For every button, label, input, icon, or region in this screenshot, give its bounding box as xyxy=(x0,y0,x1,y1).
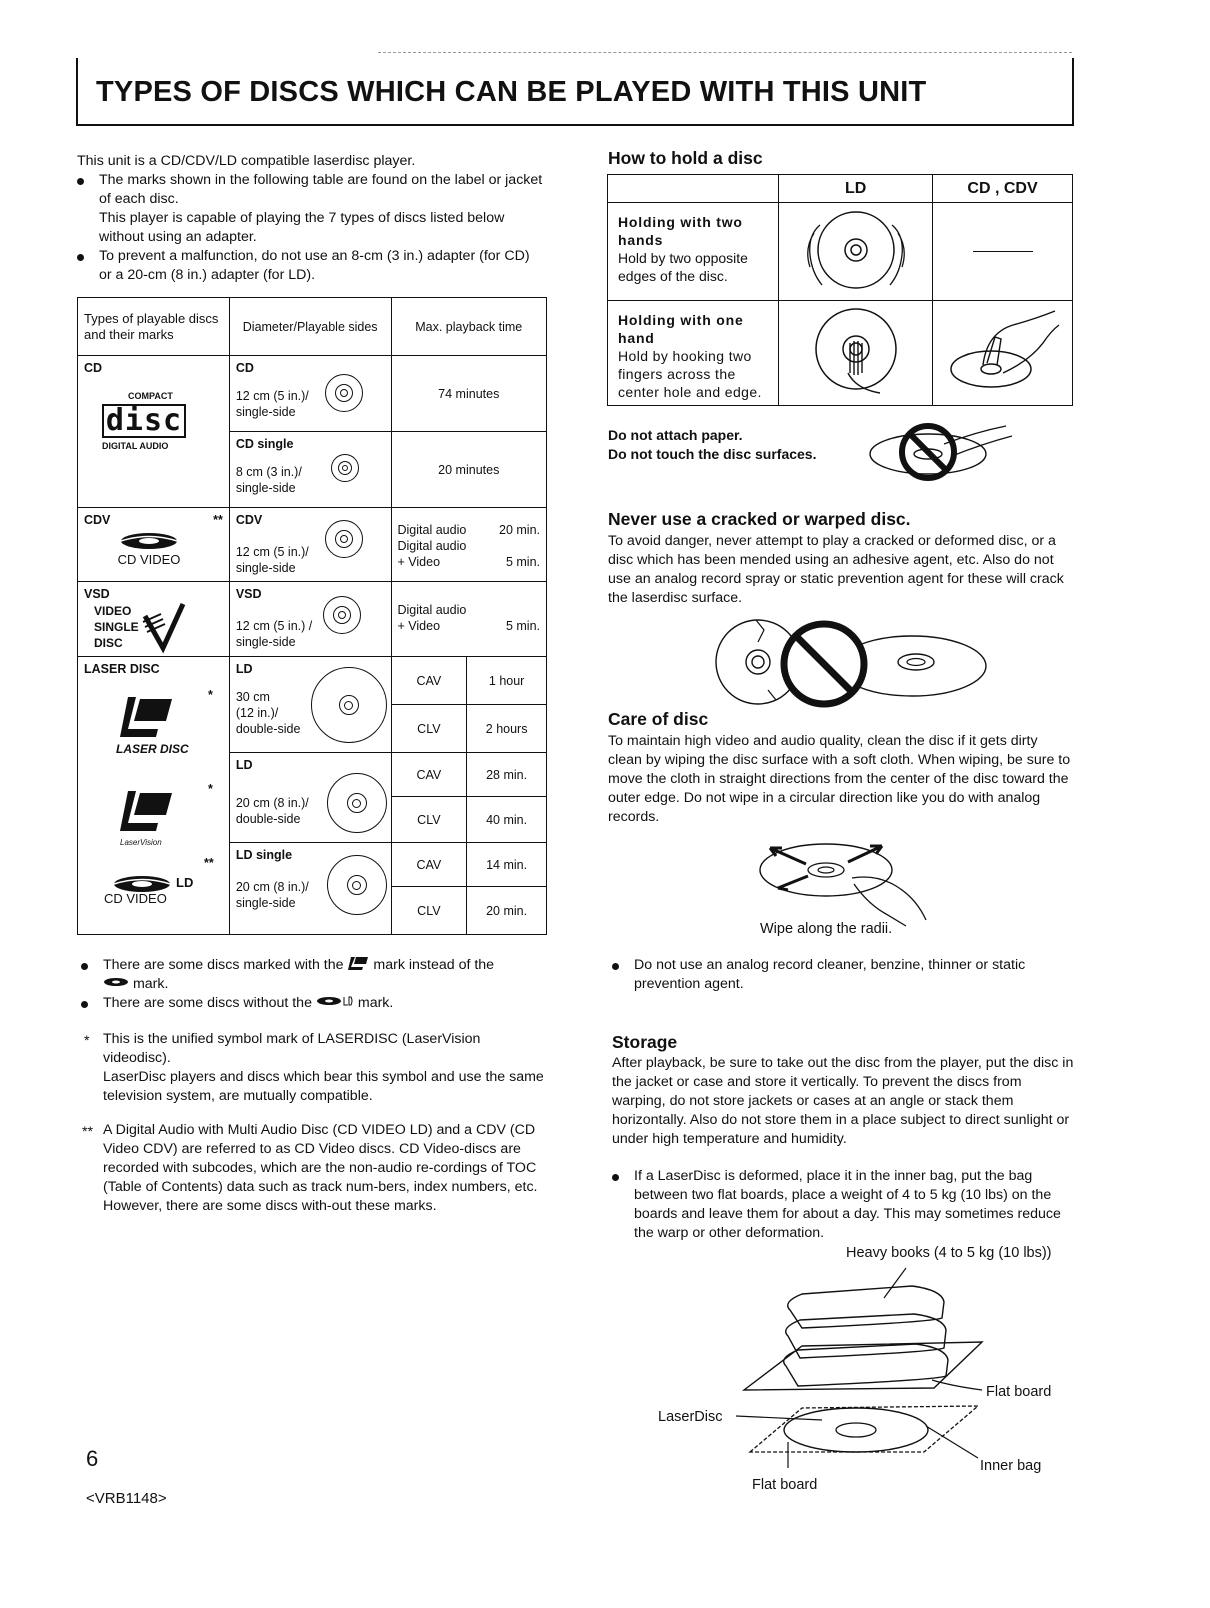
bullet-dot xyxy=(81,1001,88,1008)
disc-20cm-icon xyxy=(327,855,387,915)
vsd-logo-video: VIDEO xyxy=(94,604,132,618)
storage-bullet xyxy=(634,1167,1074,1243)
ldsingle-sides: single-side xyxy=(235,896,296,910)
hold-two-hands-cell xyxy=(608,203,779,301)
ld-logo3-stars: ** xyxy=(204,856,214,870)
page-title: TYPES OF DISCS WHICH CAN BE PLAYED WITH THIS UNIT xyxy=(96,76,927,108)
hold-two-hands-text: Hold by two opposite edges of the disc. xyxy=(618,250,748,284)
bullet-dot xyxy=(77,254,84,261)
ldsingle-clv-time: 20 min. xyxy=(467,887,547,935)
disc-12cm-icon xyxy=(323,596,361,634)
cracked-text: To avoid danger, never attempt to play a cracked or deformed disc, or a disc which has been mended using an adhesive agent, etc. Also do not use an analog record spray or static prevention agent for these will crack the laserdisc surface. xyxy=(608,533,1064,606)
hold-header-empty xyxy=(608,175,779,203)
cd-sides: single-side xyxy=(235,405,296,419)
logo-compact-text: COMPACT xyxy=(128,391,173,401)
cd-video-ld-mark-icon xyxy=(316,996,354,1008)
hold-col-cd: CD , CDV xyxy=(933,175,1073,203)
ld30-cav-mode: CAV xyxy=(391,657,467,705)
cd-time: 74 minutes xyxy=(391,356,547,432)
no-touch-prohibition-icon xyxy=(866,414,1016,482)
disc-30cm-icon xyxy=(311,667,387,743)
cdv-time-l1: Digital audio xyxy=(397,523,467,537)
table-row-cd xyxy=(78,356,547,432)
cd-size: 12 cm (5 in.)/ xyxy=(235,389,309,403)
disc-hub xyxy=(335,384,353,402)
disc-20cm-icon xyxy=(327,773,387,833)
cdv-sides: single-side xyxy=(235,561,296,575)
intro-bullet-2-text: To prevent a malfunction, do not use an 8-cm (3 in.) adapter (for CD) or a 20-cm (8 in.) adapter (for LD). xyxy=(99,248,530,283)
table-row-vsd xyxy=(78,582,547,657)
vsd-name: VSD xyxy=(235,587,262,601)
star-note xyxy=(103,1030,549,1106)
cd-single-size-cell xyxy=(229,432,391,508)
ld20-size: 20 cm (8 in.)/ xyxy=(235,796,309,810)
ld30-size-l1: 30 cm xyxy=(235,690,270,704)
laserdisc-logo-icon xyxy=(118,695,176,739)
star-note-2: LaserDisc players and discs which bear this symbol and use the same television system, are mutually compatible. xyxy=(103,1069,544,1104)
hold-warning xyxy=(608,426,816,464)
cdv-stars: ** xyxy=(213,513,223,527)
disc-hole xyxy=(340,389,348,397)
disc-12cm-icon xyxy=(325,520,363,558)
one-hand-disc-illustration xyxy=(796,303,916,399)
one-hand-cd-illustration xyxy=(943,303,1063,399)
disc-hole xyxy=(342,465,348,471)
table-row-ld30-cav xyxy=(78,657,547,705)
note1-text-b: mark instead of the xyxy=(373,957,495,973)
hold-row-one-hand xyxy=(608,301,1073,406)
disc-hole xyxy=(352,799,361,808)
vsd-logo-disc: DISC xyxy=(94,636,123,650)
disc-hole xyxy=(340,535,348,543)
disc-hole xyxy=(352,881,361,890)
document-code: <VRB1148> xyxy=(86,1490,167,1507)
label-heavy-books: Heavy books (4 to 5 kg (10 lbs)) xyxy=(846,1245,1052,1261)
star-note-1: This is the unified symbol mark of LASERDISC (LaserVision videodisc). xyxy=(103,1031,481,1066)
ld30-size-l2: (12 in.)/ xyxy=(235,706,279,720)
ld-type-label: LASER DISC xyxy=(84,662,160,676)
warning-no-paper: Do not attach paper. xyxy=(608,427,743,443)
cracked-heading: Never use a cracked or warped disc. xyxy=(608,509,911,529)
cd-video-ld-suffix: LD xyxy=(176,875,194,890)
ldsingle-cav-time: 14 min. xyxy=(467,843,547,887)
cdv-size: 12 cm (5 in.)/ xyxy=(235,545,309,559)
cdv-time-l3-val: 5 min. xyxy=(505,555,540,569)
ld20-cav-time: 28 min. xyxy=(467,753,547,797)
storage-bullet-text: If a LaserDisc is deformed, place it in the inner bag, put the bag between two flat boards, place a weight of 4 to 5 kg (10 lbs) on the boards and leave them for about a day. This may sometimes reduce the warp or other deformation. xyxy=(634,1168,1061,1241)
ld30-name: LD xyxy=(235,662,253,676)
ldsingle-name: LD single xyxy=(235,848,293,862)
disc-hole xyxy=(338,611,346,619)
ld-logo2-star: * xyxy=(208,782,213,796)
hold-one-hand-cell xyxy=(608,301,779,406)
ld30-size-cell xyxy=(229,657,391,753)
table-header-row xyxy=(78,298,547,356)
label-flat-board-bottom: Flat board xyxy=(752,1477,818,1493)
hold-one-hand-ld-cell xyxy=(779,301,933,406)
ld-type-cell xyxy=(78,657,230,935)
disc-hub xyxy=(339,695,359,715)
cd-single-name: CD single xyxy=(235,437,294,451)
bullet-dot xyxy=(612,963,619,970)
not-applicable-dash xyxy=(973,251,1033,252)
vsd-size: 12 cm (5 in.) / xyxy=(235,619,313,633)
label-inner-bag: Inner bag xyxy=(980,1458,1042,1474)
ld-logo1-star: * xyxy=(208,688,213,702)
hold-header-row xyxy=(608,175,1073,203)
cd-single-time: 20 minutes xyxy=(391,432,547,508)
compact-disc-logo xyxy=(102,388,198,454)
laserdisc-logo-caption: LASER DISC xyxy=(116,742,189,756)
cdv-type-label: CDV xyxy=(84,513,111,527)
cd-type-label: CD xyxy=(84,361,103,375)
cd-video-ld-logo-text: CD VIDEO xyxy=(104,891,167,906)
warning-no-touch: Do not touch the disc surfaces. xyxy=(608,446,817,462)
disc-hub xyxy=(338,461,352,475)
intro-bullet-1-text: The marks shown in the following table are found on the label or jacket of each disc. xyxy=(99,172,543,207)
ld20-name: LD xyxy=(235,758,253,772)
intro-bullet-1b-text: This player is capable of playing the 7 types of discs listed below without using an adapter. xyxy=(99,210,505,245)
logo-digital-audio-text: DIGITAL AUDIO xyxy=(102,441,169,451)
laserdisc-mark-icon xyxy=(347,956,369,970)
laservision-logo-caption: LaserVision xyxy=(120,838,162,847)
cd-size-cell xyxy=(229,356,391,432)
hold-heading: How to hold a disc xyxy=(608,148,763,168)
cd-type-cell xyxy=(78,356,230,508)
hold-two-hands-ld-cell xyxy=(779,203,933,301)
intro-bullet-1 xyxy=(99,171,545,247)
ldsingle-cav-mode: CAV xyxy=(391,843,467,887)
vsd-time-cell xyxy=(391,582,547,657)
cracked-disc-prohibition-illustration xyxy=(712,612,992,712)
ld20-sides: double-side xyxy=(235,812,301,826)
vsd-type-cell xyxy=(78,582,230,657)
hold-two-hands-title: Holding with two hands xyxy=(618,214,743,248)
label-laserdisc: LaserDisc xyxy=(658,1409,723,1425)
intro-text: This unit is a CD/CDV/LD compatible laserdisc player. xyxy=(77,153,416,169)
wipe-caption: Wipe along the radii. xyxy=(760,921,893,937)
hold-one-hand-title: Holding with one hand xyxy=(618,312,744,346)
wipe-disc-illustration xyxy=(756,834,936,926)
note2-text-b: mark. xyxy=(357,995,394,1011)
cdv-type-cell xyxy=(78,508,230,582)
page-number: 6 xyxy=(86,1446,99,1471)
hold-col-ld: LD xyxy=(779,175,933,203)
title-top-rule xyxy=(378,52,1072,53)
care-bullet-text: Do not use an analog record cleaner, benzine, thinner or static prevention agent. xyxy=(634,957,1026,992)
cd-video-disc-icon xyxy=(119,532,179,550)
cdv-name: CDV xyxy=(235,513,263,527)
ld20-cav-mode: CAV xyxy=(391,753,467,797)
header-time: Max. playback time xyxy=(391,298,547,356)
label-flat-board-top: Flat board xyxy=(986,1384,1052,1400)
hold-table xyxy=(607,174,1073,406)
care-heading: Care of disc xyxy=(608,709,709,729)
vsd-sides: single-side xyxy=(235,635,296,649)
disc-12cm-icon xyxy=(325,374,363,412)
two-hands-disc-illustration xyxy=(796,205,916,295)
note-bullet-2 xyxy=(103,994,549,1013)
hold-two-hands-cd-cell xyxy=(933,203,1073,301)
ldsingle-clv-mode: CLV xyxy=(391,887,467,935)
storage-text: After playback, be sure to take out the disc from the player, put the disc in the jacket or case and store it vertically. To prevent the discs from warping, do not store jackets or cases at an angle or stack them horizontally. Also do not store them in a place subject to direct sunlight or under high temperature and humidity. xyxy=(612,1055,1074,1147)
hold-row-two-hands xyxy=(608,203,1073,301)
note1-text-c: mark. xyxy=(132,976,169,992)
disc-hole xyxy=(344,701,353,710)
cd-name: CD xyxy=(235,361,254,375)
note-bullet-1 xyxy=(103,956,549,994)
bullet-dot xyxy=(77,178,84,185)
disc-hub xyxy=(347,793,367,813)
vsd-type-label: VSD xyxy=(84,587,110,601)
title-box xyxy=(76,58,1074,126)
cd-video-logo xyxy=(104,532,194,568)
cdv-size-cell xyxy=(229,508,391,582)
cdv-time-l1-val: 20 min. xyxy=(499,523,540,537)
cdv-time-l2: Digital audio xyxy=(397,539,467,553)
disc-types-table xyxy=(77,297,547,935)
header-types: Types of playable discs and their marks xyxy=(78,298,230,356)
cdv-time-l3: + Video xyxy=(397,555,441,569)
cd-single-sides: single-side xyxy=(235,481,296,495)
vsd-logo-single: SINGLE xyxy=(94,620,139,634)
header-diameter: Diameter/Playable sides xyxy=(229,298,391,356)
ld20-size-cell xyxy=(229,753,391,843)
table-row-cdv xyxy=(78,508,547,582)
disc-hub xyxy=(333,606,351,624)
vsd-logo-icon xyxy=(141,602,185,652)
vsd-size-cell xyxy=(229,582,391,657)
note1-text-a: There are some discs marked with the xyxy=(103,957,344,973)
double-star-note: A Digital Audio with Multi Audio Disc (CD VIDEO LD) and a CDV (CD Video CDV) are referred to as CD Video discs. CD Video-discs are recorded with subcodes, which are the non-audio re-cordings of TOC (Table of Contents) data such as track num-bers, index numbers, etc. However, there are some discs with-out these marks. xyxy=(103,1122,538,1214)
hold-one-hand-text: Hold by hooking two fingers across the center hole and edge. xyxy=(618,348,762,400)
bullet-dot xyxy=(612,1174,619,1181)
ld30-clv-mode: CLV xyxy=(391,705,467,753)
care-text: To maintain high video and audio quality, clean the disc if it gets dirty clean by wiping the disc surface with a soft cloth. When wiping, be sure to move the cloth in straight directions from the center of the disc toward the outer edge. Do not wipe in a circular direction like you do with analog records. xyxy=(608,733,1071,825)
logo-disc-text: disc xyxy=(102,404,186,438)
note2-text-a: There are some discs without the xyxy=(103,995,312,1011)
ld20-clv-time: 40 min. xyxy=(467,797,547,843)
hold-one-hand-cd-cell xyxy=(933,301,1073,406)
ldsingle-size: 20 cm (8 in.)/ xyxy=(235,880,309,894)
storage-heading: Storage xyxy=(612,1032,678,1052)
disc-8cm-icon xyxy=(331,454,359,482)
star-mark: * xyxy=(84,1033,90,1049)
cd-video-mark-icon xyxy=(103,977,129,989)
vsd-time-l2-val: 5 min. xyxy=(505,619,540,633)
disc-hub xyxy=(347,875,367,895)
ld30-clv-time: 2 hours xyxy=(467,705,547,753)
disc-hub xyxy=(335,530,353,548)
vsd-time-l1: Digital audio xyxy=(397,603,467,617)
ldsingle-size-cell xyxy=(229,843,391,935)
vsd-logo-text xyxy=(94,603,139,651)
laservision-logo-icon xyxy=(118,789,176,833)
care-bullet xyxy=(634,956,1074,994)
vsd-time-l2: + Video xyxy=(397,619,441,633)
intro-bullet-2 xyxy=(99,247,545,285)
cd-single-size: 8 cm (3 in.)/ xyxy=(235,465,302,479)
cdv-time-cell xyxy=(391,508,547,582)
ld30-sides: double-side xyxy=(235,722,301,736)
bullet-dot xyxy=(81,963,88,970)
ld30-cav-time: 1 hour xyxy=(467,657,547,705)
double-star-mark: ** xyxy=(82,1124,94,1140)
ld20-clv-mode: CLV xyxy=(391,797,467,843)
cd-video-logo-text: CD VIDEO xyxy=(117,552,181,567)
